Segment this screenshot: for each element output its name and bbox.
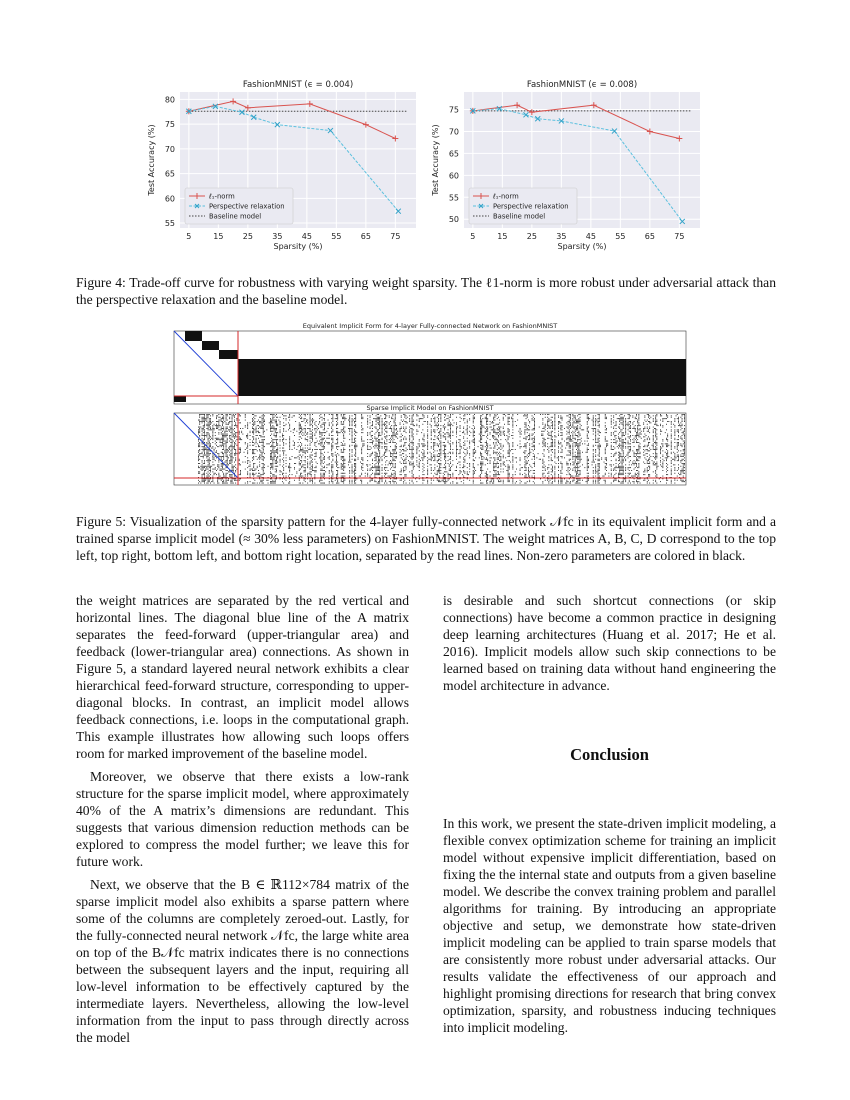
paragraph-low-rank: Moreover, we observe that there exists a low-rank structure for the sparse implicit model, where approximately 40% of the A matrix’s dimensions are redundant. This suggests that various dimension reduction methods can be explored to compress the model further; we leave this for future work.: [76, 769, 409, 869]
y-tick-label: 55: [448, 193, 459, 203]
legend-label: Baseline model: [493, 212, 546, 221]
y-tick-label: 75: [448, 105, 459, 115]
block-a3: [219, 350, 238, 359]
y-tick-label: 70: [164, 144, 175, 154]
y-axis-label: Test Accuracy (%): [147, 124, 156, 196]
chart-title: FashionMNIST (ϵ = 0.004): [242, 80, 354, 90]
x-tick-label: 45: [585, 232, 596, 241]
paragraph-weight-matrices: the weight matrices are separated by the red vertical and horizontal lines. The diagonal blue line of the A matrix separates the feed-forward (upper-triangular area) and feedback (lower-triangular area) connections. As shown in Figure 5, a standard layered neural network exhibits a clear hierarchical feed-forward structure, corresponding to upper-diagonal blocks. In contrast, an implicit model allows feedback connections, i.e. loops in the computational graph. This example illustrates how allowing such loops offers room for marked improvement of the baseline model.: [76, 593, 409, 761]
chart-epsilon-0004: [134, 76, 424, 266]
y-tick-label: 60: [448, 171, 459, 181]
figure-5-caption: Figure 5: Visualization of the sparsity pattern for the 4-layer fully-connected network 𝒩fc in its equivalent implicit form and a trained sparse implicit model (≈ 30% less parameters) on FashionMNIST. The weight matrices A, B, C, D correspond to the top left, top right, bottom left, and bottom right location, separated by the read lines. Non-zero parameters are colored in black.: [76, 514, 776, 563]
x-tick-label: 75: [390, 232, 401, 241]
x-tick-label: 25: [242, 232, 253, 241]
x-tick-label: 5: [186, 232, 192, 241]
legend-label: Baseline model: [209, 212, 262, 221]
top-panel-title: Equivalent Implicit Form for 4-layer Fully-connected Network on FashionMNIST: [302, 322, 558, 330]
chart-title: FashionMNIST (ϵ = 0.008): [526, 80, 638, 90]
y-tick-label: 50: [448, 215, 459, 225]
paragraph-conclusion: In this work, we present the state-driven implicit modeling, a flexible convex optimization scheme for training an implicit model without expensive implicit differentiation, based on fixing the the internal state and outputs from a given baseline model. We describe the convex training problem and parallel algorithms for training. By introducing an appropriate objective and setup, we demonstrate how state-driven implicit modeling can be applied to train sparse models that are consistently more robust under adversarial attacks. Our results validate the effectiveness of our approach and highlight promising directions for research that bring convex optimization, sparsity, and robustness inducing techniques into implicit modeling.: [443, 816, 776, 1035]
chart-epsilon-0008: [418, 76, 708, 266]
x-tick-label: 45: [301, 232, 312, 241]
x-axis-label: Sparsity (%): [557, 242, 607, 251]
x-tick-label: 65: [644, 232, 655, 241]
right-column: [443, 592, 776, 1042]
legend-label: ℓ₁-norm: [209, 192, 235, 201]
paragraph-skip-connections: is desirable and such shortcut connections (or skip connections) have become a common practice in designing deep learning architectures (Huang et al. 2017; He et al. 2016). Implicit models allow such skip connections to be learned based on training data without hand engineering the model architecture in advance.: [443, 593, 776, 693]
block-c: [174, 396, 186, 402]
legend-label: ℓ₁-norm: [493, 192, 519, 201]
x-axis-label: Sparsity (%): [273, 242, 323, 251]
y-tick-label: 55: [164, 219, 175, 229]
x-tick-label: 25: [526, 232, 537, 241]
legend-label: Perspective relaxation: [493, 202, 569, 211]
x-tick-label: 15: [213, 232, 224, 241]
bottom-panel-title: Sparse Implicit Model on FashionMNIST: [366, 404, 494, 412]
x-tick-label: 35: [272, 232, 283, 241]
paragraph-b-matrix: Next, we observe that the B ∈ ℝ112×784 matrix of the sparse implicit model also exhibits a sparse pattern where some of the columns are completely zeroed-out. Lastly, for the fully-connected neural network 𝒩fc, the large white area on top of the B𝒩fc matrix indicates there is no connections between the subsequent layers and the input, requiring all low-level information to be effectively captured by the intermediate layers. Nevertheless, allowing the low-level information from the input to pass through directly across the model: [76, 877, 409, 1045]
y-axis-label: Test Accuracy (%): [431, 124, 440, 196]
y-tick-label: 65: [164, 169, 175, 179]
figure-5-sparsity-visualization: [170, 320, 690, 497]
y-tick-label: 80: [164, 95, 175, 105]
x-tick-label: 5: [470, 232, 476, 241]
section-heading-conclusion: Conclusion: [570, 745, 649, 764]
y-tick-label: 65: [448, 149, 459, 159]
x-tick-label: 35: [556, 232, 567, 241]
y-tick-label: 70: [448, 127, 459, 137]
x-tick-label: 55: [331, 232, 342, 241]
block-b: [238, 359, 686, 396]
block-a2: [202, 341, 219, 350]
x-tick-label: 75: [674, 232, 685, 241]
x-tick-label: 15: [497, 232, 508, 241]
block-a1: [185, 331, 202, 341]
y-tick-label: 75: [164, 120, 175, 130]
x-tick-label: 65: [360, 232, 371, 241]
y-tick-label: 60: [164, 194, 175, 204]
equivalent-implicit-form-panel: [174, 331, 686, 404]
x-tick-label: 55: [615, 232, 626, 241]
left-column: [76, 592, 409, 1052]
legend-label: Perspective relaxation: [209, 202, 285, 211]
sparse-implicit-model-panel: [174, 413, 686, 485]
figure-4-caption: Figure 4: Trade-off curve for robustness with varying weight sparsity. The ℓ1-norm is more robust under adversarial attack than the perspective relaxation and the baseline model.: [76, 275, 776, 307]
